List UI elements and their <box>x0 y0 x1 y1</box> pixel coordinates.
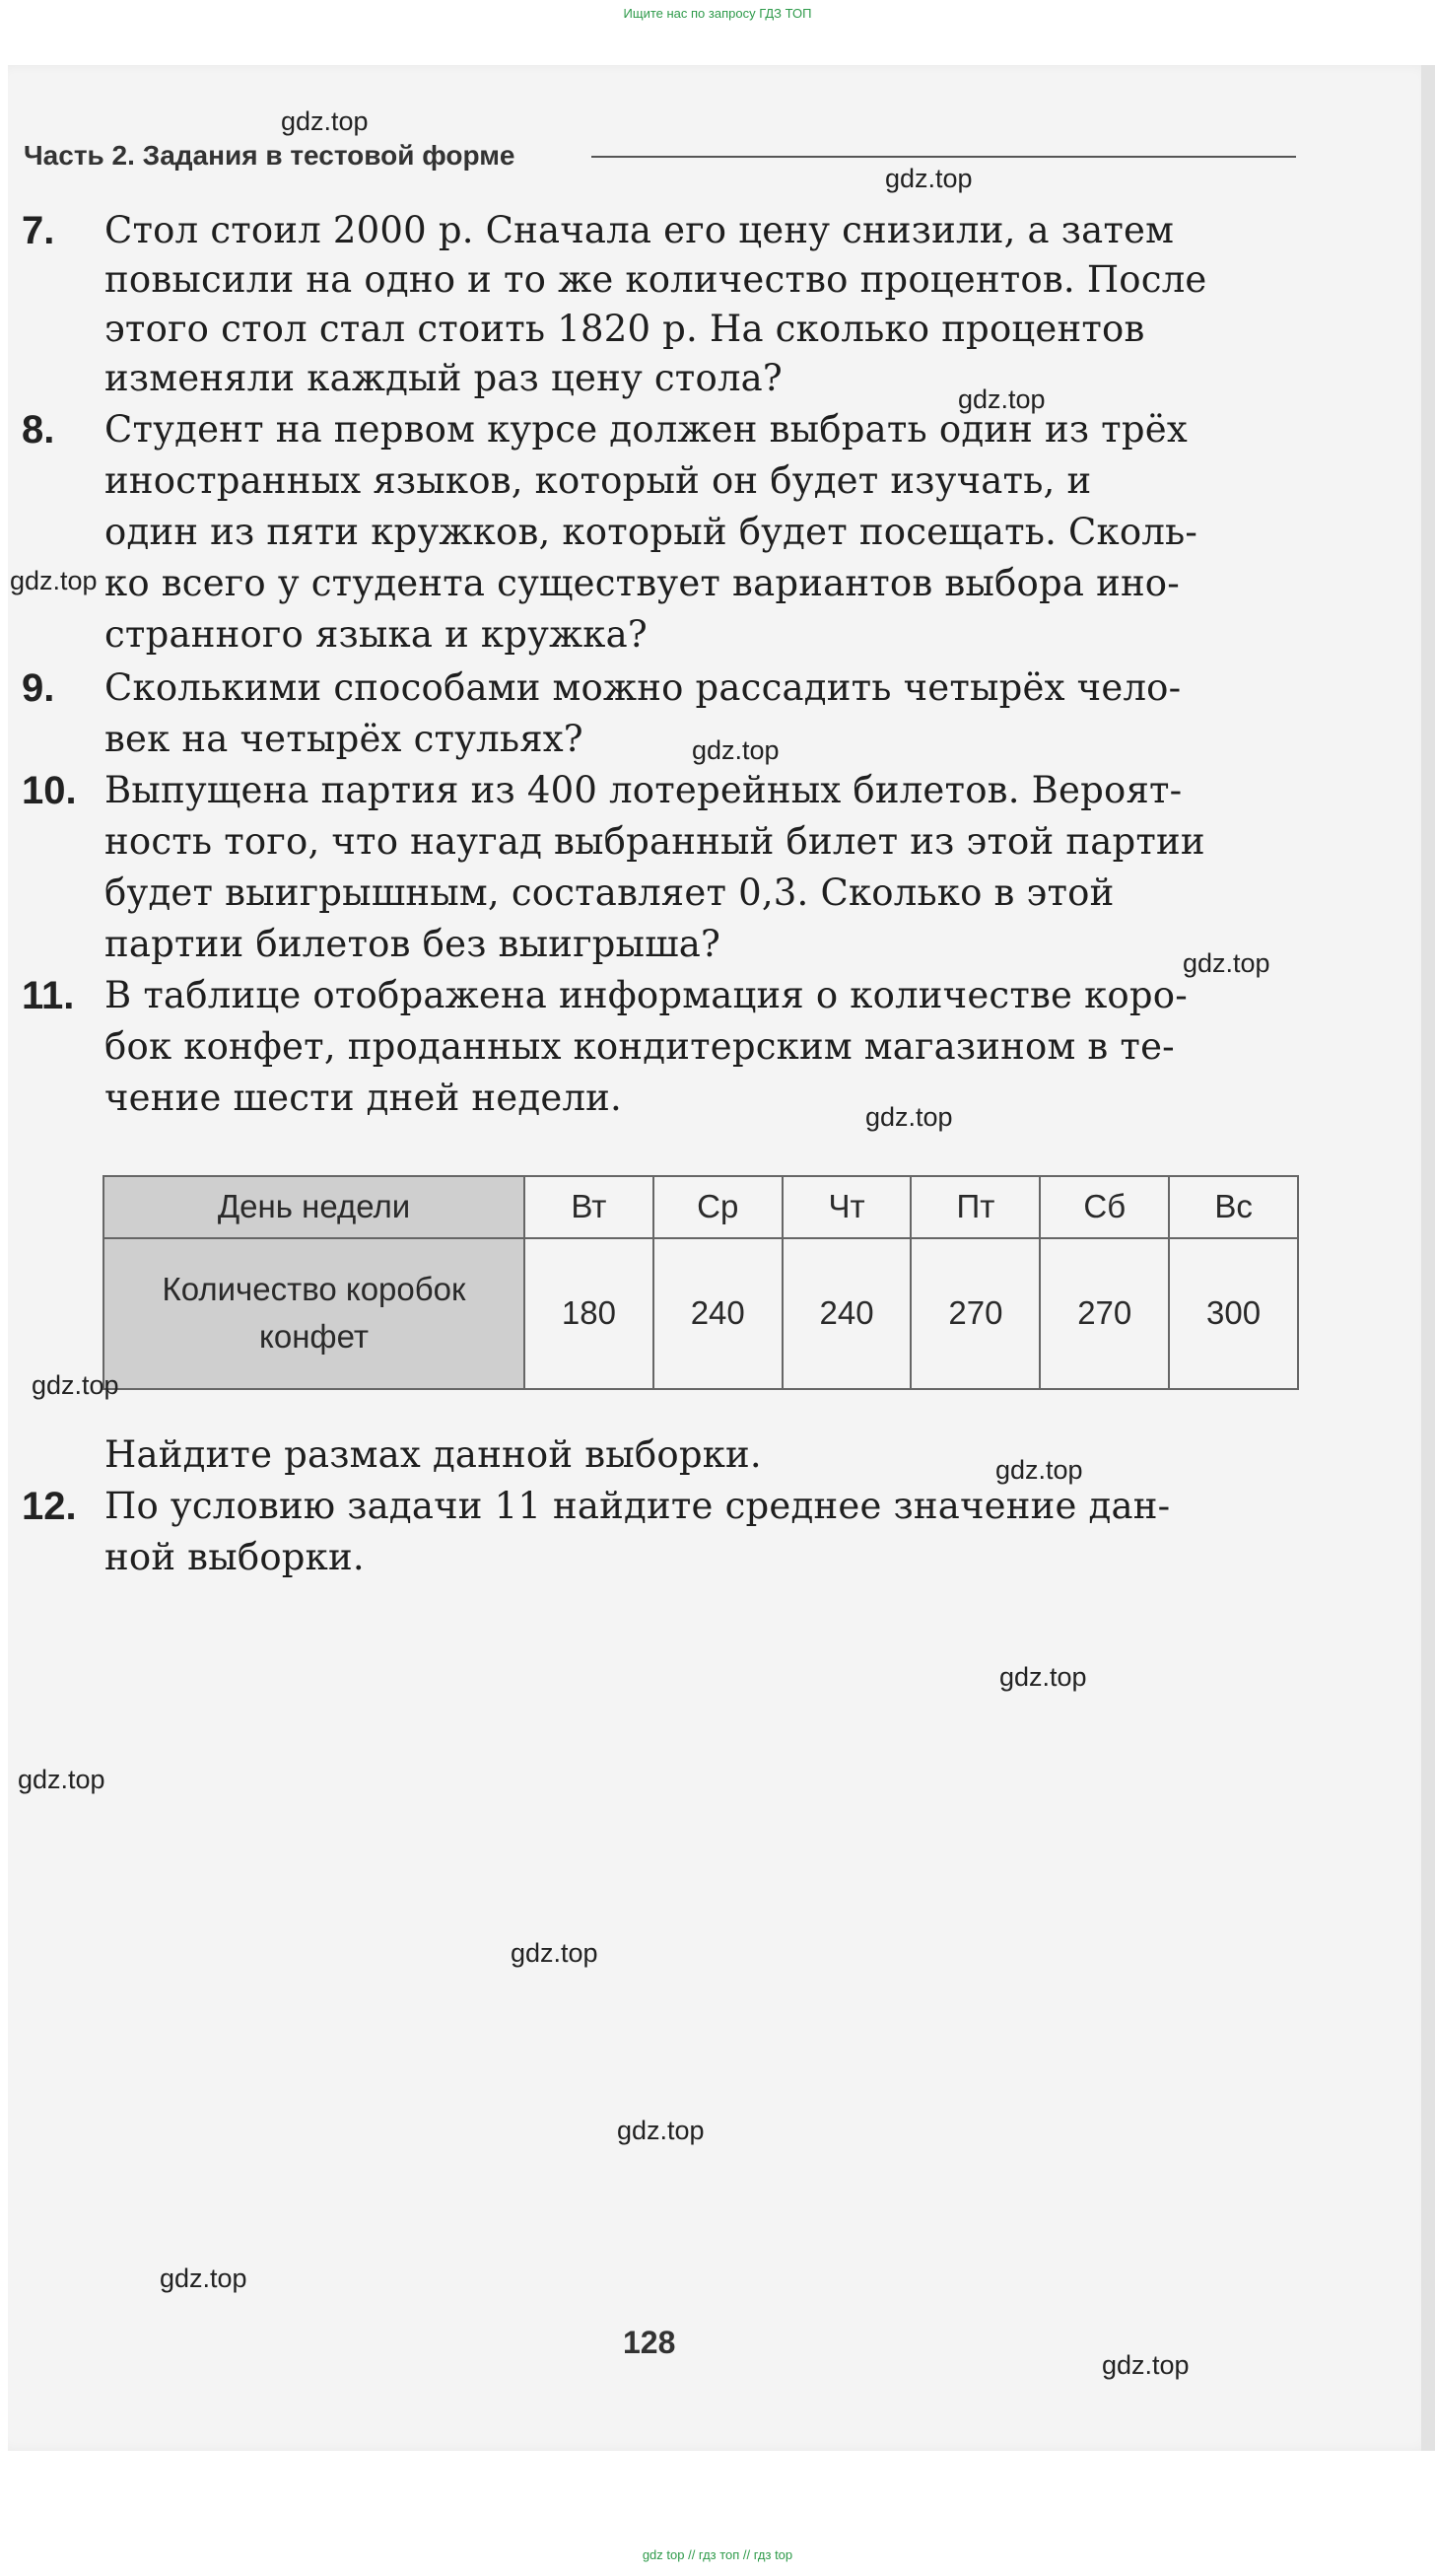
section-title: Часть 2. Задания в тестовой форме <box>24 140 515 171</box>
task-text-line: ность того, что наугад выбранный билет из этой партии <box>104 820 1205 863</box>
watermark: gdz.top <box>1183 948 1270 978</box>
table-header-line: конфет <box>259 1318 369 1356</box>
table-cell-day: Чт <box>783 1176 912 1238</box>
sales-table <box>102 1175 1299 1390</box>
watermark: gdz.top <box>885 164 973 193</box>
task-text-line: один из пяти кружков, который будет посещать. Сколь- <box>104 511 1198 553</box>
task-text-line: бок конфет, проданных кондитерским магазином в те- <box>104 1025 1175 1068</box>
task-text-line: век на четырёх стульях? <box>104 718 583 760</box>
table-cell-count: 270 <box>911 1238 1040 1389</box>
section-divider <box>591 156 1296 158</box>
watermark: gdz.top <box>18 1765 105 1794</box>
table-header-cell <box>103 1238 524 1389</box>
watermark: gdz.top <box>10 566 98 595</box>
task-11-question: Найдите размах данной выборки. <box>104 1433 762 1476</box>
page-edge-shadow <box>1421 65 1435 2451</box>
watermark: gdz.top <box>281 106 369 136</box>
table-header-cell: День недели <box>103 1176 524 1238</box>
watermark: gdz.top <box>692 735 780 765</box>
table-cell-day: Пт <box>911 1176 1040 1238</box>
task-number: 12. <box>22 1485 77 1528</box>
task-text-line: ной выборки. <box>104 1536 365 1578</box>
task-text-line: партии билетов без выигрыша? <box>104 923 721 965</box>
table-cell-count: 240 <box>653 1238 783 1389</box>
table-cell-day: Вт <box>524 1176 653 1238</box>
task-text-line: По условию задачи 11 найдите среднее значение дан- <box>104 1485 1171 1527</box>
task-number: 10. <box>22 769 77 812</box>
table-cell-count: 300 <box>1169 1238 1298 1389</box>
top-banner: Ищите нас по запросу ГДЗ ТОП <box>623 6 812 21</box>
task-text-line: чение шести дней недели. <box>104 1077 622 1119</box>
table-cell-count: 270 <box>1040 1238 1169 1389</box>
table-cell-day: Сб <box>1040 1176 1169 1238</box>
task-number: 8. <box>22 408 55 452</box>
table-row-counts <box>103 1238 1298 1389</box>
table-header-line: Количество коробок <box>162 1271 466 1308</box>
page-number: 128 <box>623 2325 676 2360</box>
table-cell-day: Ср <box>653 1176 783 1238</box>
task-text-line: изменяли каждый раз цену стола? <box>104 357 783 399</box>
task-text-line: повысили на одно и то же количество процентов. После <box>104 258 1207 301</box>
task-text-line: Выпущена партия из 400 лотерейных билетов. Вероят- <box>104 769 1183 811</box>
task-number: 11. <box>22 974 75 1017</box>
task-text-line: этого стол стал стоить 1820 р. На сколько процентов <box>104 308 1145 350</box>
task-text-line: Стол стоил 2000 р. Сначала его цену снизили, а затем <box>104 209 1175 251</box>
watermark: gdz.top <box>999 1662 1087 1692</box>
watermark: gdz.top <box>995 1455 1083 1485</box>
watermark: gdz.top <box>160 2263 247 2293</box>
watermark: gdz.top <box>32 1370 119 1400</box>
task-text-line: Сколькими способами можно рассадить четырёх чело- <box>104 666 1182 709</box>
bottom-banner: gdz top // гдз топ // гдз top <box>642 2547 793 2562</box>
watermark: gdz.top <box>958 384 1046 414</box>
task-number: 7. <box>22 209 55 252</box>
table-row-days <box>103 1176 1298 1238</box>
watermark: gdz.top <box>1102 2350 1190 2380</box>
task-text-line: ко всего у студента существует вариантов выбора ино- <box>104 562 1180 604</box>
watermark: gdz.top <box>511 1938 598 1968</box>
task-text-line: будет выигрышным, составляет 0,3. Сколько в этой <box>104 871 1115 914</box>
task-text-line: иностранных языков, который он будет изучать, и <box>104 459 1092 502</box>
watermark: gdz.top <box>865 1102 953 1132</box>
task-number: 9. <box>22 666 55 710</box>
task-text-line: В таблице отображена информация о количестве коро- <box>104 974 1188 1016</box>
table-cell-day: Вс <box>1169 1176 1298 1238</box>
table-cell-count: 240 <box>783 1238 912 1389</box>
task-text-line: Студент на первом курсе должен выбрать один из трёх <box>104 408 1188 451</box>
watermark: gdz.top <box>617 2116 705 2145</box>
table-cell-count: 180 <box>524 1238 653 1389</box>
task-text-line: странного языка и кружка? <box>104 613 648 656</box>
